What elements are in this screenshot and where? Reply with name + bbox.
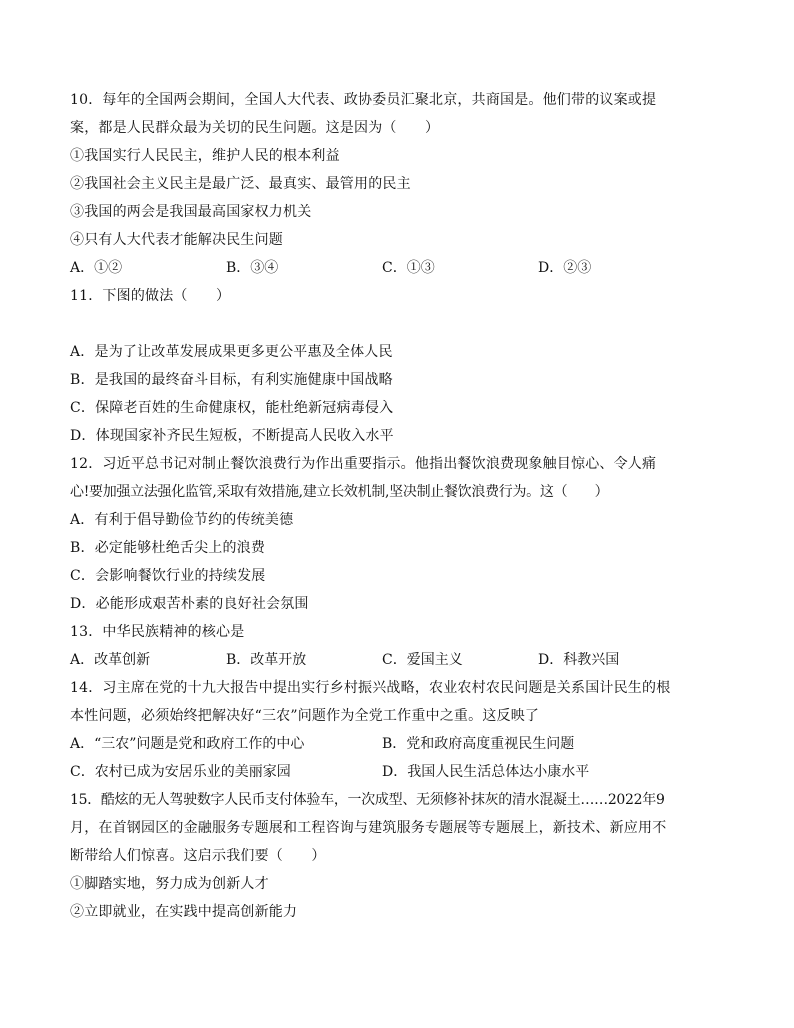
q13-stem: 13．中华民族精神的核心是 (70, 624, 245, 640)
q12-option-d: D．必能形成艰苦朴素的良好社会氛围 (70, 596, 309, 612)
q13-options (70, 646, 720, 674)
q12-option-a: A．有利于倡导勤俭节约的传统美德 (70, 512, 294, 528)
q11-option-c: C．保障老百姓的生命健康权，能杜绝新冠病毒侵入 (70, 400, 394, 416)
q14-options-row1 (70, 730, 720, 758)
q14-stem-line2: 本性问题，必须始终把解决好“三农”问题作为全党工作重中之重。这反映了 (70, 708, 540, 724)
q14-option-d: D．我国人民生活总体达小康水平 (382, 764, 590, 780)
question-list (70, 86, 720, 926)
q12-option-c: C．会影响餐饮行业的持续发展 (70, 568, 266, 584)
q10-stem-line1: 10．每年的全国两会期间，全国人大代表、政协委员汇聚北京，共商国是。他们带的议案或提 (70, 92, 657, 108)
q15-stem-line3: 断带给人们惊喜。这启示我们要（ ） (70, 848, 326, 864)
q10-statement-2: ②我国社会主义民主是最广泛、最真实、最管用的民主 (70, 176, 411, 192)
q10-statement-1: ①我国实行人民民主，维护人民的根本利益 (70, 148, 340, 164)
q11-stem: 11．下图的做法（ ） (70, 288, 231, 304)
q15-statement-1: ①脚踏实地，努力成为创新人才 (70, 876, 269, 892)
q11-option-d: D．体现国家补齐民生短板，不断提高人民收入水平 (70, 428, 394, 444)
q10-stem-line2: 案，都是人民群众最为关切的民生问题。这是因为（ ） (70, 120, 440, 136)
q14-stem-line1: 14．习主席在党的十九大报告中提出实行乡村振兴战略，农业农村农民问题是关系国计民生的根 (70, 680, 671, 696)
q15-statement-2: ②立即就业，在实践中提高创新能力 (70, 904, 298, 920)
q12-stem-line2: 心!要加强立法强化监管,采取有效措施,建立长效机制,坚决制止餐饮浪费行为。这（ ） (70, 484, 609, 500)
q13-option-d: D．科教兴国 (538, 652, 620, 668)
q11-option-a: A．是为了让改革发展成果更多更公平惠及全体人民 (70, 344, 393, 360)
q10-option-d: D．②③ (538, 260, 592, 276)
q10-option-c: C．①③ (382, 260, 435, 276)
q10-statement-4: ④只有人大代表才能解决民生问题 (70, 232, 283, 248)
q14-option-b: B．党和政府高度重视民生问题 (382, 736, 575, 752)
q12-option-b: B．必定能够杜绝舌尖上的浪费 (70, 540, 266, 556)
q13-option-b: B．改革开放 (226, 652, 307, 668)
q15-stem-line2: 月，在首钢园区的金融服务专题展和工程咨询与建筑服务专题展等专题展上，新技术、新应用不 (70, 820, 667, 836)
q14-option-a: A．“三农”问题是党和政府工作的中心 (70, 736, 305, 752)
q13-option-a: A．改革创新 (70, 652, 151, 668)
q11-figure-gap (70, 310, 720, 338)
q11-option-b: B．是我国的最终奋斗目标，有利实施健康中国战略 (70, 372, 393, 388)
q10-option-a: A．①② (70, 260, 123, 276)
q10-statement-3: ③我国的两会是我国最高国家权力机关 (70, 204, 312, 220)
q13-option-c: C．爱国主义 (382, 652, 463, 668)
q15-stem-line1: 15．酷炫的无人驾驶数字人民币支付体验车，一次成型、无须修补抹灰的清水混凝土……2022年9 (70, 792, 665, 808)
q14-options-row2 (70, 758, 720, 786)
q14-option-c: C．农村已成为安居乐业的美丽家园 (70, 764, 291, 780)
q10-options (70, 254, 720, 282)
q12-stem-line1: 12．习近平总书记对制止餐饮浪费行为作出重要指示。他指出餐饮浪费现象触目惊心、令人痛 (70, 456, 657, 472)
q10-option-b: B．③④ (226, 260, 279, 276)
